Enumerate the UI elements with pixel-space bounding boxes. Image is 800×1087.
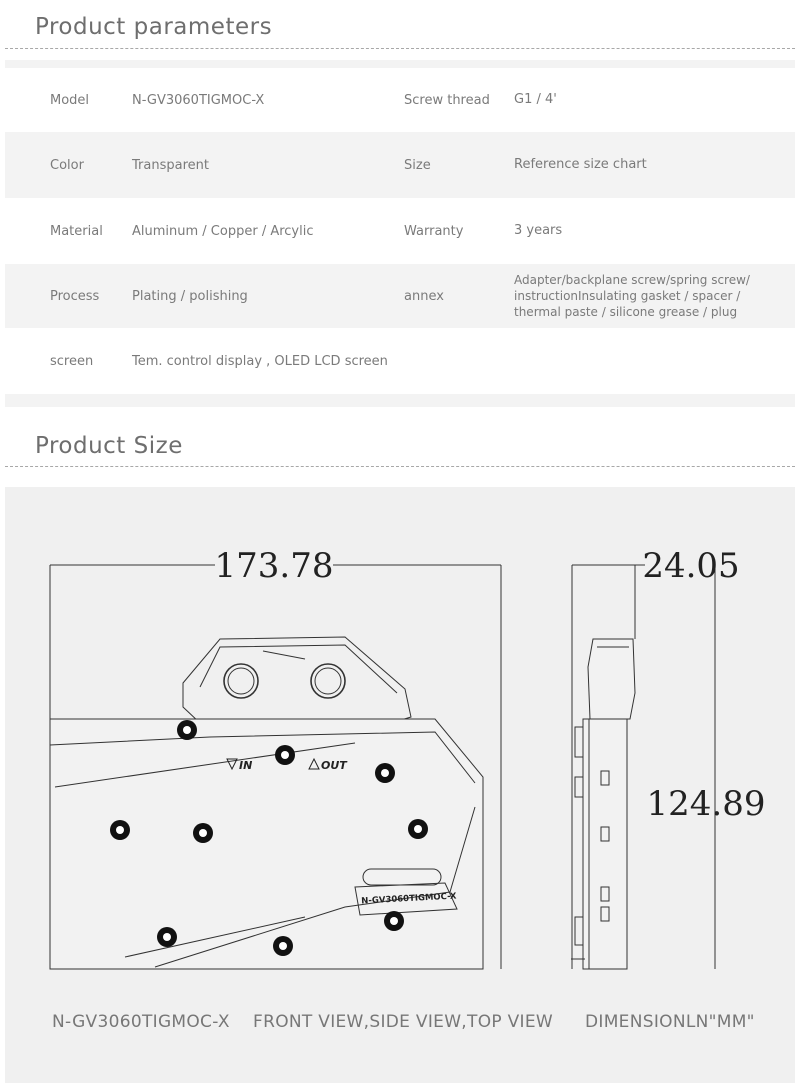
param-label: Color [50, 157, 84, 173]
side-bracket [575, 917, 583, 945]
param-value [514, 328, 784, 394]
caption-units: DIMENSIONLN"MM" [585, 1012, 755, 1032]
params-table [5, 60, 795, 407]
param-value: Transparent [132, 157, 209, 173]
caption-views: FRONT VIEW,SIDE VIEW,TOP VIEW [253, 1012, 554, 1032]
height-dimension: 124.89 [646, 784, 766, 824]
param-value: Adapter/backplane screw/spring screw/ instructionInsulating gasket / spacer / thermal paste / silicone grease / plug [514, 273, 750, 319]
side-bracket [575, 777, 583, 797]
table-row [5, 264, 795, 328]
in-label: IN [239, 759, 253, 772]
param-value: G1 / 4' [514, 92, 557, 107]
side-bracket [575, 727, 583, 757]
depth-dimension: 24.05 [642, 546, 740, 586]
param-label: Material [50, 223, 103, 239]
dimension-drawing [5, 487, 795, 1083]
side-terminal [588, 639, 635, 719]
nameplate-label: N-GV3060TIGMOC-X [361, 891, 457, 907]
side-body [583, 719, 627, 969]
table-row [5, 132, 795, 198]
param-label: Warranty [404, 223, 464, 239]
param-value: 3 years [514, 223, 563, 238]
front-view [50, 565, 501, 969]
side-view [571, 565, 715, 969]
param-value: Tem. control display , OLED LCD screen [132, 353, 388, 369]
size-title: Product Size [35, 433, 183, 459]
param-value: N-GV3060TIGMOC-X [132, 92, 265, 108]
param-value: Aluminum / Copper / Arcylic [132, 223, 314, 239]
params-title: Product parameters [35, 14, 273, 40]
table-row [5, 328, 795, 394]
terminal-block [183, 637, 411, 723]
param-label: annex [404, 288, 444, 304]
param-label: Screw thread [404, 92, 490, 108]
param-label: Model [50, 92, 90, 108]
title-divider [5, 466, 795, 467]
width-dimension: 173.78 [214, 546, 334, 586]
table-row [5, 198, 795, 264]
param-value: Reference size chart [514, 157, 647, 172]
size-diagram-panel [5, 487, 795, 1083]
title-divider [5, 48, 795, 49]
param-label: Process [50, 288, 100, 304]
param-value: Plating / polishing [132, 288, 248, 304]
caption-model: N-GV3060TIGMOC-X [52, 1012, 230, 1032]
param-label: screen [50, 353, 94, 369]
table-row [5, 68, 795, 132]
out-label: OUT [321, 759, 347, 772]
param-label: Size [404, 157, 431, 173]
